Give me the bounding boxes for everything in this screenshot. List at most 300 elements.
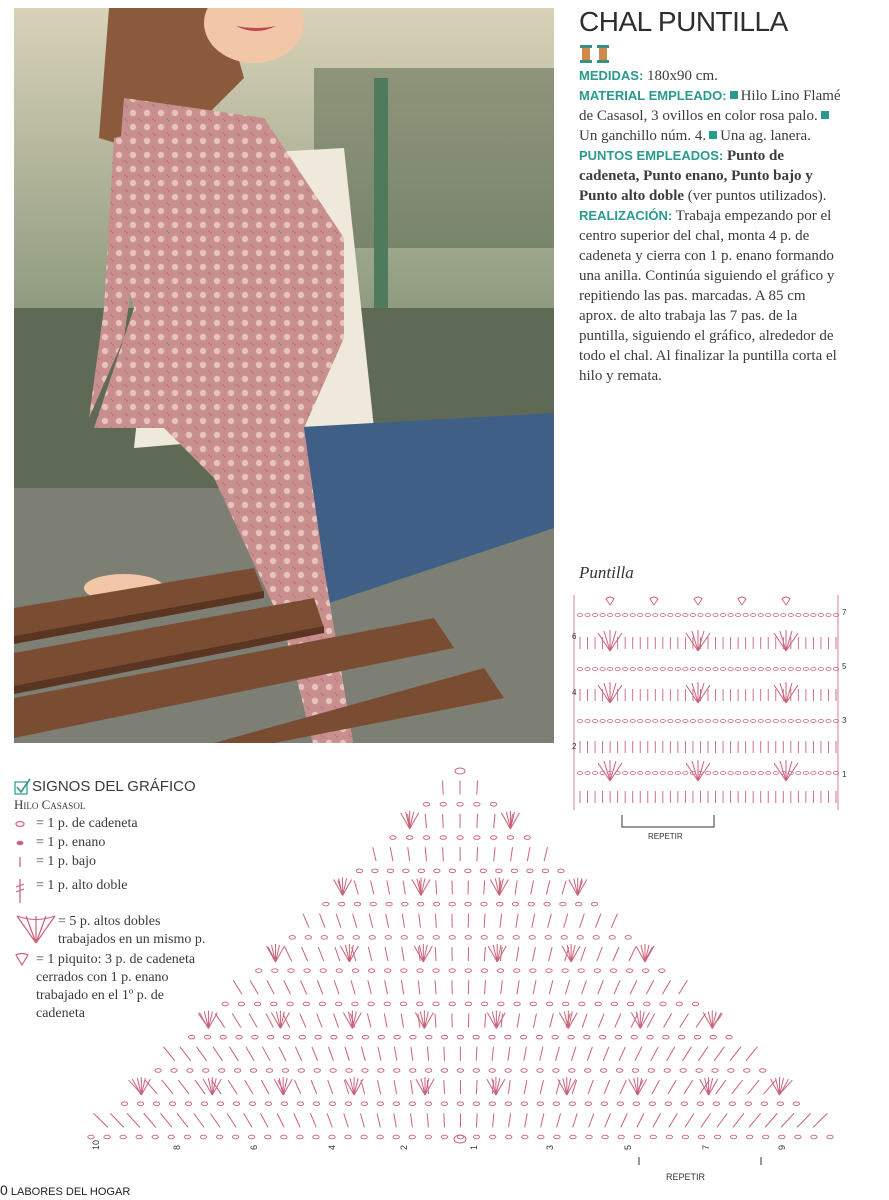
chain-stitch: [536, 1035, 542, 1039]
realizacion-label: REALIZACIÓN:: [579, 208, 673, 223]
chain-stitch: [698, 1135, 704, 1139]
chain-stitch: [638, 720, 643, 723]
chain-stitch: [216, 1135, 222, 1139]
chain-stitch: [546, 969, 552, 973]
chain-stitch: [705, 614, 710, 617]
chain-stitch: [630, 720, 635, 723]
treble-stitch: [581, 947, 586, 961]
shell-stitch: [271, 1011, 289, 1029]
chain-stitch: [331, 1035, 337, 1039]
treble-stitch: [748, 1080, 760, 1094]
chain-stitch: [441, 1069, 447, 1073]
chain-stitch: [514, 969, 520, 973]
treble-stitch: [425, 814, 426, 828]
treble-stitch: [408, 847, 410, 861]
chain-stitch: [299, 1035, 305, 1039]
chain-stitch: [561, 936, 567, 940]
treble-stitch: [180, 1047, 191, 1061]
chain-stitch: [601, 1102, 607, 1106]
chain-stitch: [766, 720, 771, 723]
chain-stitch: [457, 1035, 463, 1039]
treble-stitch: [562, 880, 566, 894]
chain-stitch: [746, 1135, 752, 1139]
chain-stitch: [252, 1035, 258, 1039]
chain-stitch: [377, 1102, 383, 1106]
chain-stitch: [426, 1035, 432, 1039]
chain-stitch: [665, 1102, 671, 1106]
chart-row-number: 3: [545, 1144, 555, 1150]
treble-stitch: [546, 880, 549, 894]
chain-stitch: [361, 1102, 367, 1106]
chain-stitch: [329, 1102, 335, 1106]
chain-stitch: [818, 668, 823, 671]
treble-stitch: [516, 914, 518, 928]
treble-stitch: [245, 1080, 253, 1094]
chain-stitch: [713, 1102, 719, 1106]
chain-stitch: [690, 668, 695, 671]
treble-stitch: [484, 947, 485, 961]
treble-stitch: [195, 1080, 205, 1094]
treble-stitch: [295, 1047, 301, 1061]
chain-stitch: [417, 936, 423, 940]
treble-stitch: [597, 947, 602, 961]
chain-stitch: [558, 869, 564, 873]
treble-stitch: [94, 1113, 108, 1127]
treble-stitch: [629, 947, 636, 961]
chain-stitch: [647, 1035, 653, 1039]
realizacion-paragraph: [579, 206, 841, 386]
chain-stitch: [803, 668, 808, 671]
treble-stitch: [360, 1113, 364, 1127]
treble-stitch: [277, 1113, 284, 1127]
chain-stitch: [649, 1102, 655, 1106]
chain-stitch: [527, 869, 533, 873]
chain-stitch: [155, 1069, 161, 1073]
shell-stitch: [774, 630, 798, 651]
chain-stitch: [473, 1035, 479, 1039]
chain-stitch: [729, 1102, 735, 1106]
puntilla-row-number: 1: [842, 770, 847, 779]
chain-stitch: [434, 869, 440, 873]
chain-stitch: [345, 1135, 351, 1139]
model-photo-illustration: [14, 8, 554, 743]
treble-stitch: [401, 980, 403, 994]
treble-stitch: [476, 1080, 477, 1094]
chain-stitch: [542, 869, 548, 873]
chain-stitch: [319, 1002, 325, 1006]
chain-stitch: [569, 1069, 575, 1073]
chain-stitch: [505, 1035, 511, 1039]
chain-stitch: [538, 1135, 544, 1139]
chain-stitch: [289, 936, 295, 940]
repeat-bracket: [639, 1157, 761, 1165]
picot-stitch: [650, 597, 658, 605]
chain-stitch: [481, 902, 487, 906]
chart-row-number: 6: [249, 1144, 259, 1150]
chain-stitch: [465, 902, 471, 906]
chain-stitch: [773, 614, 778, 617]
picot-stitch: [738, 597, 746, 605]
treble-stitch: [110, 1113, 123, 1127]
chain-stitch: [362, 1035, 368, 1039]
puntilla-repeat-label: REPETIR: [648, 832, 683, 841]
magazine-name: LABORES DEL HOGAR: [10, 1186, 131, 1198]
treble-stitch: [285, 947, 292, 961]
chain-stitch: [410, 1035, 416, 1039]
chain-stitch: [553, 1069, 559, 1073]
chain-stitch: [728, 668, 733, 671]
chain-stitch: [387, 869, 393, 873]
chain-stitch: [304, 969, 310, 973]
chain-stitch: [625, 936, 631, 940]
chain-stitch: [315, 1035, 321, 1039]
chain-stitch: [314, 1069, 320, 1073]
treble-stitch: [630, 980, 637, 994]
treble-stitch: [494, 814, 495, 828]
treble-stitch: [696, 1014, 705, 1028]
chain-stitch: [222, 1002, 228, 1006]
chain-stitch: [773, 720, 778, 723]
treble-stitch: [311, 1080, 317, 1094]
starting-ring: [455, 768, 465, 774]
chain-stitch: [713, 668, 718, 671]
puntilla-row-number: 4: [572, 688, 577, 697]
treble-stitch: [484, 914, 485, 928]
material-item-2: Un ganchillo núm. 4.: [579, 128, 707, 144]
treble-stitch: [246, 1047, 254, 1061]
chain-stitch: [524, 836, 530, 840]
chain-stitch: [256, 969, 262, 973]
shell-stitch: [631, 1011, 649, 1029]
page-footer: [0, 1182, 130, 1198]
legend-item-text: = 1 p. alto doble: [36, 878, 128, 893]
chain-stitch: [683, 614, 688, 617]
material-label: MATERIAL EMPLEADO:: [579, 88, 727, 103]
bullet-square-icon: [730, 91, 738, 99]
treble-stitch: [295, 1080, 301, 1094]
chain-stitch: [630, 614, 635, 617]
chain-stitch: [766, 614, 771, 617]
chain-stitch: [570, 1135, 576, 1139]
chain-stitch: [440, 836, 446, 840]
shell-stitch: [598, 682, 622, 703]
chain-stitch: [660, 720, 665, 723]
chain-stitch: [474, 836, 480, 840]
treble-stitch: [732, 1080, 743, 1094]
chain-stitch: [811, 614, 816, 617]
treble-stitch: [477, 847, 478, 861]
treble-stitch: [637, 1113, 644, 1127]
page-number: 0: [0, 1182, 8, 1198]
treble-stitch: [334, 980, 339, 994]
chain-stitch: [660, 668, 665, 671]
chain-stitch: [203, 1069, 209, 1073]
shell-stitch: [629, 1077, 647, 1095]
shell-stitch: [771, 1077, 789, 1095]
chain-stitch: [338, 902, 344, 906]
chain-stitch: [323, 902, 329, 906]
puntilla-row-number: 2: [572, 742, 577, 751]
chain-stitch: [826, 720, 831, 723]
treble-stitch: [369, 914, 372, 928]
chain-stitch: [788, 720, 793, 723]
chain-stitch: [402, 902, 408, 906]
chain-stitch: [592, 668, 597, 671]
treble-stitch: [318, 947, 323, 961]
chain-stitch: [474, 802, 480, 806]
shell-stitch: [569, 877, 587, 895]
treble-stitch: [527, 847, 530, 861]
treble-stitch: [328, 1047, 333, 1061]
shell-stitch: [598, 630, 622, 651]
chain-stitch: [386, 902, 392, 906]
treble-stitch: [354, 880, 358, 894]
chain-stitch: [425, 1135, 431, 1139]
chain-stitch: [626, 969, 632, 973]
chain-stitch: [409, 1135, 415, 1139]
chain-stitch: [600, 720, 605, 723]
treble-stitch: [685, 1113, 694, 1127]
treble-stitch: [444, 1047, 445, 1061]
chain-stitch: [585, 1102, 591, 1106]
chain-stitch: [498, 1002, 504, 1006]
chain-stitch: [818, 614, 823, 617]
chain-stitch: [120, 1135, 126, 1139]
treble-stitch: [679, 980, 688, 994]
chain-stitch: [751, 614, 756, 617]
chain-stitch: [137, 1102, 143, 1106]
treble-stitch: [384, 1014, 387, 1028]
chain-stitch: [520, 1035, 526, 1039]
chain-stitch: [497, 902, 503, 906]
chart-row-numbers: [91, 1140, 787, 1150]
chain-stitch: [352, 969, 358, 973]
treble-stitch: [733, 1113, 744, 1127]
treble-stitch: [781, 1113, 794, 1127]
chain-stitch: [692, 1002, 698, 1006]
treble-stitch: [435, 980, 436, 994]
chain-stitch: [200, 1135, 206, 1139]
shell-stitch: [274, 1077, 292, 1095]
chain-stitch: [599, 1035, 605, 1039]
chain-stitch: [449, 936, 455, 940]
treble-stitch: [194, 1113, 204, 1127]
treble-stitch: [667, 1047, 675, 1061]
chain-stitch: [668, 614, 673, 617]
page-title: CHAL PUNTILLA: [579, 6, 788, 37]
treble-stitch: [698, 1047, 708, 1061]
chain-stitch: [585, 668, 590, 671]
chain-stitch: [507, 836, 513, 840]
chain-stitch: [417, 969, 423, 973]
chart-row-number: 1: [469, 1144, 479, 1150]
treble-stitch: [611, 914, 617, 928]
treble-stitch: [312, 1047, 318, 1061]
treble-stitch: [402, 947, 404, 961]
chain-stitch: [796, 614, 801, 617]
treble-crochet-icon: [14, 877, 36, 905]
chain-stitch: [441, 1135, 447, 1139]
chain-stitch: [401, 969, 407, 973]
treble-stitch: [511, 847, 513, 861]
chain-stitch: [457, 802, 463, 806]
chain-stitch: [682, 1135, 688, 1139]
chain-stitch: [773, 668, 778, 671]
treble-stitch: [619, 1047, 625, 1061]
treble-stitch: [302, 947, 308, 961]
chain-stitch: [736, 668, 741, 671]
picot-stitch: [782, 597, 790, 605]
shell-stitch: [501, 811, 519, 829]
treble-stitch: [387, 880, 390, 894]
chain-stitch: [249, 1102, 255, 1106]
chain-stitch: [266, 1069, 272, 1073]
treble-stitch: [524, 1080, 527, 1094]
chart-row-number: 8: [172, 1144, 182, 1150]
chain-stitch: [393, 1135, 399, 1139]
chain-stitch: [627, 1002, 633, 1006]
shell-stitch: [132, 1077, 150, 1095]
chain-stitch: [668, 668, 673, 671]
treble-stitch: [797, 1113, 810, 1127]
chain-stitch: [88, 1135, 94, 1139]
treble-stitch: [603, 1047, 609, 1061]
chain-stitch: [713, 614, 718, 617]
chain-stitch: [265, 1135, 271, 1139]
chain-stitch: [552, 1035, 558, 1039]
chain-stitch: [297, 1135, 303, 1139]
treble-stitch: [385, 980, 388, 994]
chain-stitch: [563, 1002, 569, 1006]
treble-stitch: [764, 1080, 776, 1094]
treble-stitch: [548, 914, 552, 928]
chain-stitch: [595, 1002, 601, 1006]
chain-stitch: [187, 1069, 193, 1073]
chain-stitch: [393, 1102, 399, 1106]
realizacion-text: Trabaja empezando por el centro superior del chal, monta 4 p. de cadeneta y cierra con 1 p. enano formando una anilla. Continúa siguiendo el gráfico y repitiendo las pas. marcadas. A 85 cm aprox. de alto trabaja las 7 pas. de la puntilla, siguiendo el gráfico, alrededor de todo el chal. Al finalizar la puntilla corta el hilo y remata.: [579, 208, 837, 384]
chain-stitch: [283, 1035, 289, 1039]
chart-row-number: 10: [91, 1139, 101, 1150]
chain-stitch: [368, 1002, 374, 1006]
chain-stitch: [267, 1035, 273, 1039]
treble-stitch: [317, 1014, 323, 1028]
chain-stitch: [505, 1069, 511, 1073]
chain-stitch: [514, 1002, 520, 1006]
chain-stitch: [104, 1135, 110, 1139]
chain-stitch: [347, 1035, 353, 1039]
chain-stitch: [530, 1002, 536, 1006]
shell-stitch: [401, 811, 419, 829]
treble-stitch: [646, 980, 653, 994]
chain-stitch: [320, 969, 326, 973]
treble-stitch: [345, 1047, 349, 1061]
treble-stitch: [517, 980, 519, 994]
treble-stitch: [605, 1113, 611, 1127]
treble-stitch: [419, 914, 421, 928]
treble-stitch: [427, 1047, 428, 1061]
legend-item-text: = 1 p. enano: [36, 835, 106, 850]
chain-stitch: [473, 1135, 479, 1139]
chain-stitch: [653, 668, 658, 671]
material-paragraph: [579, 86, 841, 146]
chain-stitch: [287, 1002, 293, 1006]
chain-stitch: [585, 1069, 591, 1073]
treble-stitch: [368, 980, 372, 994]
shell-stitch: [636, 944, 654, 962]
treble-stitch: [565, 980, 569, 994]
treble-stitch: [144, 1113, 156, 1127]
treble-stitch: [604, 1080, 610, 1094]
chain-stitch: [188, 1035, 194, 1039]
chain-stitch: [169, 1102, 175, 1106]
treble-stitch: [746, 1047, 757, 1061]
treble-stitch: [531, 880, 534, 894]
chain-stitch: [594, 969, 600, 973]
chain-stitch: [568, 1035, 574, 1039]
chain-stitch: [356, 869, 362, 873]
treble-stitch: [669, 1113, 677, 1127]
chain-stitch: [497, 969, 503, 973]
treble-stitch: [477, 781, 478, 795]
chain-stitch: [638, 614, 643, 617]
chain-stitch: [362, 1069, 368, 1073]
chain-stitch: [481, 969, 487, 973]
chain-stitch: [788, 614, 793, 617]
treble-stitch: [443, 814, 444, 828]
chain-stitch: [713, 720, 718, 723]
chain-stitch: [602, 1135, 608, 1139]
bullet-square-icon: [709, 131, 717, 139]
puntos-list: Punto de cadeneta, Punto enano, Punto bajo y Punto alto doble: [579, 148, 813, 204]
treble-stitch: [647, 1014, 654, 1028]
chain-stitch: [653, 720, 658, 723]
chain-stitch: [577, 720, 582, 723]
chain-stitch: [370, 902, 376, 906]
chain-stitch: [579, 1002, 585, 1006]
chain-stitch: [490, 836, 496, 840]
treble-stitch: [653, 1113, 661, 1127]
chain-stitch: [663, 1035, 669, 1039]
chain-stitch: [615, 720, 620, 723]
chain-stitch: [659, 969, 665, 973]
treble-stitch: [515, 880, 517, 894]
treble-stitch: [435, 1014, 436, 1028]
chain-stitch: [136, 1135, 142, 1139]
treble-stitch: [411, 1047, 413, 1061]
legend-heading: SIGNOS DEL GRÁFICO: [32, 778, 196, 795]
chain-stitch: [720, 614, 725, 617]
chain-stitch: [417, 1002, 423, 1006]
treble-stitch: [367, 1014, 371, 1028]
chart-row-number: 2: [399, 1144, 409, 1150]
treble-stitch: [595, 914, 600, 928]
chain-stitch: [384, 1002, 390, 1006]
treble-stitch: [580, 914, 585, 928]
chain-stitch: [425, 1102, 431, 1106]
chain-stitch: [204, 1035, 210, 1039]
chain-stitch: [638, 668, 643, 671]
chain-stitch: [529, 936, 535, 940]
chain-stitch: [584, 1035, 590, 1039]
chain-stitch: [305, 936, 311, 940]
chain-stitch: [586, 1135, 592, 1139]
chain-stitch: [168, 1135, 174, 1139]
chain-stitch: [513, 936, 519, 940]
treble-stitch: [351, 980, 355, 994]
chain-stitch: [238, 1002, 244, 1006]
shawl-photo: [14, 8, 554, 743]
treble-stitch: [233, 980, 242, 994]
